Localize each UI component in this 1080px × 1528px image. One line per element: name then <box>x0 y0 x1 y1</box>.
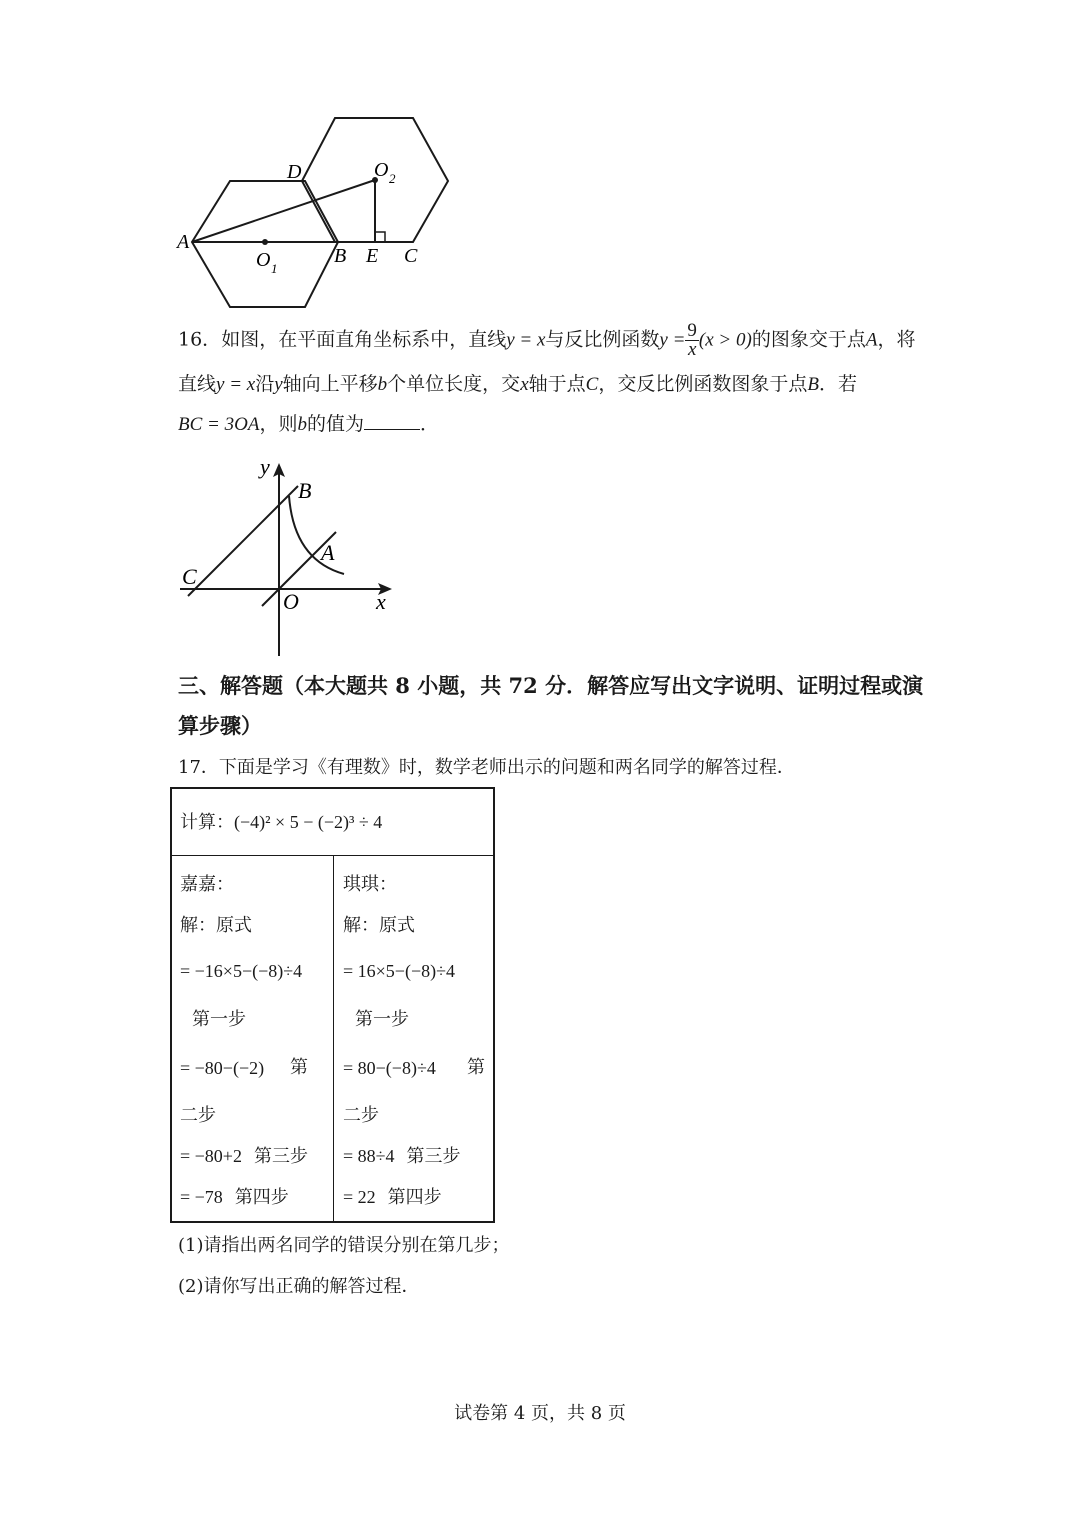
right-sol: 解：原式 <box>343 915 415 936</box>
right-line4-expr: = 22 <box>343 1187 376 1207</box>
right-line1: = 16×5−(−8)÷4 <box>343 961 455 981</box>
label-x: x <box>376 589 386 614</box>
label-e: E <box>366 245 379 267</box>
fraction-denominator: x <box>687 339 697 360</box>
q16-b-var-2: b <box>297 414 307 435</box>
hexagon-figure <box>170 110 470 320</box>
right-step1: 第一步 <box>355 1009 409 1030</box>
label-o1: O <box>256 249 271 271</box>
solutions-table <box>170 787 495 1223</box>
section-heading <box>178 672 923 740</box>
q16-b-var: b <box>377 374 388 395</box>
segment-a-o2 <box>192 180 375 242</box>
q16-text-1b: 与反比例函数 <box>545 328 660 351</box>
q16-point-a: A <box>865 329 878 351</box>
q16-text-3c: ． <box>419 413 439 435</box>
point-o1 <box>262 239 268 245</box>
left-line4 <box>180 1186 289 1209</box>
coordinate-graph <box>170 450 410 660</box>
q16-text-2f: ，交反比例函数图象于点 <box>598 373 808 395</box>
label-y: y <box>260 454 270 479</box>
q16-y-eq: y = <box>659 329 686 351</box>
q16-text-3b: 的值为 <box>306 413 364 435</box>
q16-text-2c: 轴向上平移 <box>282 373 378 395</box>
q16-line1 <box>178 320 916 360</box>
q16-text-2d: 个单位长度，交 <box>387 373 521 395</box>
q16-text-3a: ，则 <box>259 413 298 435</box>
right-step4: 第四步 <box>387 1187 442 1208</box>
table-header <box>180 811 382 834</box>
q16-eq3: BC = 3OA <box>178 414 260 435</box>
label-b-graph: B <box>298 478 312 503</box>
right-line2: = 80−(−8)÷4 <box>343 1058 436 1078</box>
q16-text-2e: 轴于点 <box>528 373 586 395</box>
right-step3: 第三步 <box>406 1146 461 1167</box>
label-a: A <box>177 231 190 253</box>
hyperbola-curve <box>289 496 344 574</box>
right-line3 <box>343 1145 461 1168</box>
q16-point-c: C <box>585 374 599 395</box>
label-o: O <box>283 589 299 614</box>
q16-eq2: y = x <box>216 374 256 395</box>
header-label: 计算： <box>180 812 234 833</box>
right-angle-mark <box>375 232 385 242</box>
label-a-graph: A <box>321 540 335 565</box>
q16-y-axis: y <box>274 374 283 395</box>
right-name: 琪琪： <box>343 874 397 895</box>
label-o2-sub: 2 <box>389 171 396 186</box>
table-column-divider <box>333 855 334 1221</box>
q16-line2 <box>178 372 857 397</box>
label-c-graph: C <box>182 564 197 589</box>
q16-text-2b: 沿 <box>255 373 275 395</box>
q16-number: 16． <box>178 328 222 351</box>
label-d: D <box>287 161 302 183</box>
section-heading-line1: 三、解答题（本大题共 8 小题，共 72 分．解答应写出文字说明、证明过程或演 <box>178 673 924 698</box>
q16-fraction <box>685 322 699 359</box>
right-step2b: 二步 <box>343 1105 379 1126</box>
right-line4 <box>343 1186 442 1209</box>
left-step4: 第四步 <box>234 1187 289 1208</box>
q16-text-2g: ．若 <box>818 373 857 395</box>
q17-intro: 17．下面是学习《有理数》时，数学老师出示的问题和两名同学的解答过程． <box>178 757 795 778</box>
q16-text-1d: ，将 <box>877 328 916 351</box>
right-step2a: 第 <box>467 1057 485 1078</box>
left-line2: = −80−(−2) <box>180 1058 265 1078</box>
label-o1-sub: 1 <box>271 261 278 276</box>
left-step1: 第一步 <box>192 1009 246 1030</box>
q17-sub1: (1)请指出两名同学的错误分别在第几步； <box>178 1235 510 1256</box>
right-line3-expr: = 88÷4 <box>343 1146 395 1166</box>
q16-condition: (x > 0) <box>698 329 752 351</box>
q16-point-b: B <box>807 374 819 395</box>
section-heading-line2: 算步骤） <box>178 713 262 738</box>
page-footer: 试卷第 4 页，共 8 页 <box>454 1403 626 1424</box>
label-b: B <box>334 245 347 267</box>
left-line3 <box>180 1145 308 1168</box>
left-sol: 解：原式 <box>180 915 252 936</box>
label-c: C <box>404 245 418 267</box>
left-line1: = −16×5−(−8)÷4 <box>180 961 303 981</box>
left-step3: 第三步 <box>253 1146 308 1167</box>
left-line3-expr: = −80+2 <box>180 1146 242 1166</box>
label-o2: O <box>374 159 389 181</box>
q16-text-1a: 如图，在平面直角坐标系中，直线 <box>221 328 507 351</box>
q16-x-axis: x <box>520 374 529 395</box>
left-step2b: 二步 <box>180 1105 216 1126</box>
shifted-line <box>188 486 298 596</box>
header-expression: (−4)² × 5 − (−2)³ ÷ 4 <box>234 812 383 832</box>
q16-line3 <box>178 412 439 437</box>
left-line4-expr: = −78 <box>180 1187 223 1207</box>
left-name: 嘉嘉： <box>180 874 234 895</box>
left-step2a: 第 <box>290 1057 308 1078</box>
q16-eq1: y = x <box>506 329 546 351</box>
fraction-numerator: 9 <box>687 320 697 341</box>
q16-text-1c: 的图象交于点 <box>751 328 866 351</box>
answer-blank <box>364 429 420 430</box>
q17-sub2: (2)请你写出正确的解答过程． <box>178 1276 420 1297</box>
q16-text-2a: 直线 <box>178 373 217 395</box>
